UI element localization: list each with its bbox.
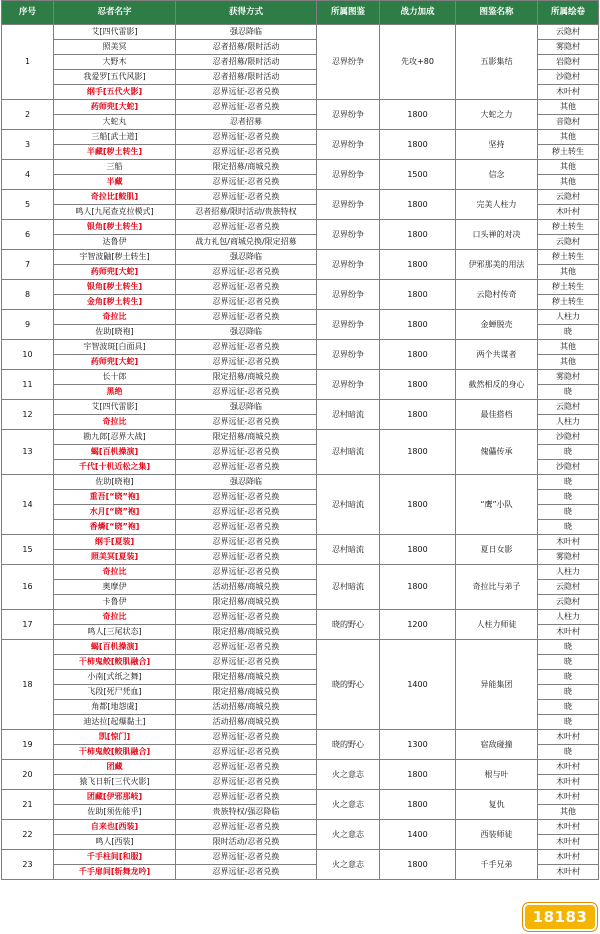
acquire-method: 限定招募/商城兑换 — [176, 685, 317, 700]
ninja-name: 佐助[晓袍] — [54, 475, 176, 490]
acquire-method: 忍界远征-忍者兑换 — [176, 355, 317, 370]
acquire-method: 忍界远征-忍者兑换 — [176, 490, 317, 505]
ninja-name: 艾[四代雷影] — [54, 25, 176, 40]
power-bonus: 1800 — [380, 790, 456, 820]
album-category: 忍村暗流 — [317, 535, 380, 565]
acquire-method: 限定招募/商城兑换 — [176, 670, 317, 685]
acquire-method: 忍界远征-忍者兑换 — [176, 145, 317, 160]
group-number: 15 — [2, 535, 54, 565]
table-row — [2, 535, 599, 550]
album-category: 火之意志 — [317, 760, 380, 790]
album-name: “鹰”小队 — [456, 475, 538, 535]
acquire-method: 忍界远征-忍者兑换 — [176, 265, 317, 280]
scroll-village: 其他 — [538, 265, 599, 280]
scroll-village: 晓 — [538, 715, 599, 730]
album-category: 忍村暗流 — [317, 400, 380, 430]
scroll-village: 木叶村 — [538, 205, 599, 220]
header-album: 所属图鉴 — [317, 1, 380, 25]
ninja-name: 水月[“晓”袍] — [54, 505, 176, 520]
acquire-method: 忍界远征-忍者兑换 — [176, 460, 317, 475]
ninja-name: 重吾[“晓”袍] — [54, 490, 176, 505]
album-category: 忍界纷争 — [317, 340, 380, 370]
power-bonus: 1800 — [380, 370, 456, 400]
scroll-village: 人柱力 — [538, 415, 599, 430]
group-number: 20 — [2, 760, 54, 790]
ninja-name: 三船 — [54, 160, 176, 175]
ninja-name: 奇拉比 — [54, 310, 176, 325]
album-name: 信念 — [456, 160, 538, 190]
power-bonus: 1800 — [380, 130, 456, 160]
ninja-name: 奇拉比 — [54, 565, 176, 580]
header-scroll: 所属绘卷 — [538, 1, 599, 25]
acquire-method: 限定招募/商城兑换 — [176, 430, 317, 445]
ninja-name: 药师兜[大蛇] — [54, 355, 176, 370]
acquire-method: 忍界远征-忍者兑换 — [176, 505, 317, 520]
power-bonus: 1500 — [380, 160, 456, 190]
table-row — [2, 130, 599, 145]
ninja-name: 千手扉间[斩舞龙吟] — [54, 865, 176, 880]
album-category: 忍界纷争 — [317, 280, 380, 310]
watermark-logo — [524, 902, 596, 932]
power-bonus: 1800 — [380, 475, 456, 535]
acquire-method: 忍界远征-忍者兑换 — [176, 610, 317, 625]
scroll-village: 晓 — [538, 640, 599, 655]
album-name: 奇拉比与弟子 — [456, 565, 538, 610]
acquire-method: 忍界远征-忍者兑换 — [176, 535, 317, 550]
header-method: 获得方式 — [176, 1, 317, 25]
scroll-village: 人柱力 — [538, 310, 599, 325]
album-category: 晓的野心 — [317, 610, 380, 640]
power-bonus: 1800 — [380, 430, 456, 475]
power-bonus: 1800 — [380, 760, 456, 790]
scroll-village: 云隐村 — [538, 235, 599, 250]
album-name: 异能集团 — [456, 640, 538, 730]
scroll-village: 其他 — [538, 130, 599, 145]
acquire-method: 忍界远征-忍者兑换 — [176, 310, 317, 325]
scroll-village: 沙隐村 — [538, 70, 599, 85]
header-ninja-name: 忍者名字 — [54, 1, 176, 25]
album-category: 火之意志 — [317, 820, 380, 850]
acquire-method: 忍界远征-忍者兑换 — [176, 520, 317, 535]
power-bonus: 1800 — [380, 280, 456, 310]
album-category: 晓的野心 — [317, 730, 380, 760]
ninja-name: 鸣人[三尾状态] — [54, 625, 176, 640]
acquire-method: 忍界远征-忍者兑换 — [176, 100, 317, 115]
ninja-name: 佐助[晓袍] — [54, 325, 176, 340]
acquire-method: 战力礼包/商城兑换/限定招募 — [176, 235, 317, 250]
ninja-album-table — [1, 0, 599, 880]
ninja-name: 纲手[夏装] — [54, 535, 176, 550]
acquire-method: 忍界远征-忍者兑换 — [176, 760, 317, 775]
group-number: 12 — [2, 400, 54, 430]
table-row — [2, 370, 599, 385]
scroll-village: 晓 — [538, 655, 599, 670]
power-bonus: 1800 — [380, 250, 456, 280]
ninja-name: 凯[惊门] — [54, 730, 176, 745]
acquire-method: 忍界远征-忍者兑换 — [176, 220, 317, 235]
ninja-name: 干柿鬼鲛[鲛肌融合] — [54, 655, 176, 670]
table-row — [2, 340, 599, 355]
scroll-village: 木叶村 — [538, 535, 599, 550]
scroll-village: 其他 — [538, 805, 599, 820]
album-name: 云隐村传奇 — [456, 280, 538, 310]
album-name: 千手兄弟 — [456, 850, 538, 880]
table-row — [2, 760, 599, 775]
group-number: 4 — [2, 160, 54, 190]
acquire-method: 忍界远征-忍者兑换 — [176, 175, 317, 190]
album-name: 夏日女影 — [456, 535, 538, 565]
ninja-name: 艾[四代雷影] — [54, 400, 176, 415]
group-number: 7 — [2, 250, 54, 280]
album-category: 忍界纷争 — [317, 310, 380, 340]
scroll-village: 木叶村 — [538, 85, 599, 100]
header-power: 战力加成 — [380, 1, 456, 25]
album-category: 忍界纷争 — [317, 100, 380, 130]
album-category: 忍界纷争 — [317, 370, 380, 400]
scroll-village: 晓 — [538, 385, 599, 400]
acquire-method: 限定招募/商城兑换 — [176, 370, 317, 385]
scroll-village: 人柱力 — [538, 610, 599, 625]
acquire-method: 忍界远征-忍者兑换 — [176, 550, 317, 565]
ninja-name: 香燐[“晓”袍] — [54, 520, 176, 535]
scroll-village: 木叶村 — [538, 850, 599, 865]
table-row — [2, 850, 599, 865]
group-number: 13 — [2, 430, 54, 475]
album-name: 宿敌碰撞 — [456, 730, 538, 760]
scroll-village: 晓 — [538, 700, 599, 715]
header-no: 序号 — [2, 1, 54, 25]
table-row — [2, 610, 599, 625]
acquire-method: 强忍降临 — [176, 250, 317, 265]
table-row — [2, 475, 599, 490]
group-number: 6 — [2, 220, 54, 250]
table-body — [2, 25, 599, 880]
album-category: 忍界纷争 — [317, 160, 380, 190]
ninja-name: 鸣人[西装] — [54, 835, 176, 850]
ninja-name: 大蛇丸 — [54, 115, 176, 130]
acquire-method: 忍界远征-忍者兑换 — [176, 415, 317, 430]
ninja-name: 奇拉比 — [54, 415, 176, 430]
album-category: 忍村暗流 — [317, 565, 380, 610]
acquire-method: 忍界远征-忍者兑换 — [176, 730, 317, 745]
scroll-village: 岩隐村 — [538, 55, 599, 70]
group-number: 18 — [2, 640, 54, 730]
scroll-village: 木叶村 — [538, 865, 599, 880]
scroll-village: 晓 — [538, 475, 599, 490]
table-row — [2, 25, 599, 40]
acquire-method: 强忍降临 — [176, 400, 317, 415]
scroll-village: 秽土转生 — [538, 295, 599, 310]
acquire-method: 忍界远征-忍者兑换 — [176, 820, 317, 835]
ninja-name: 照美冥 — [54, 40, 176, 55]
album-name: 伊邪那美的用法 — [456, 250, 538, 280]
scroll-village: 雾隐村 — [538, 370, 599, 385]
ninja-name: 干柿鬼鲛[鲛肌融合] — [54, 745, 176, 760]
acquire-method: 强忍降临 — [176, 475, 317, 490]
scroll-village: 雾隐村 — [538, 40, 599, 55]
album-category: 忍界纷争 — [317, 250, 380, 280]
ninja-name: 小南[式纸之舞] — [54, 670, 176, 685]
table-row — [2, 730, 599, 745]
scroll-village: 木叶村 — [538, 625, 599, 640]
group-number: 22 — [2, 820, 54, 850]
table-row — [2, 640, 599, 655]
ninja-name: 鸣人[九尾查克拉模式] — [54, 205, 176, 220]
ninja-name: 三船[武士道] — [54, 130, 176, 145]
ninja-name: 银角[秽土转生] — [54, 280, 176, 295]
group-number: 17 — [2, 610, 54, 640]
ninja-name: 飞段[死尸凭血] — [54, 685, 176, 700]
ninja-name: 千手柱间[和服] — [54, 850, 176, 865]
ninja-name: 银角[秽土转生] — [54, 220, 176, 235]
scroll-village: 晓 — [538, 490, 599, 505]
scroll-village: 木叶村 — [538, 730, 599, 745]
acquire-method: 强忍降临 — [176, 325, 317, 340]
album-name: 人柱力师徒 — [456, 610, 538, 640]
acquire-method: 忍界远征-忍者兑换 — [176, 385, 317, 400]
group-number: 5 — [2, 190, 54, 220]
table-row — [2, 790, 599, 805]
power-bonus: 1800 — [380, 220, 456, 250]
album-category: 火之意志 — [317, 790, 380, 820]
scroll-village: 其他 — [538, 340, 599, 355]
scroll-village: 晓 — [538, 445, 599, 460]
scroll-village: 秽土转生 — [538, 145, 599, 160]
album-category: 晓的野心 — [317, 640, 380, 730]
power-bonus: 1800 — [380, 310, 456, 340]
acquire-method: 忍界远征-忍者兑换 — [176, 280, 317, 295]
ninja-name: 金角[秽土转生] — [54, 295, 176, 310]
acquire-method: 忍界远征-忍者兑换 — [176, 565, 317, 580]
scroll-village: 秽土转生 — [538, 280, 599, 295]
ninja-name: 黑绝 — [54, 385, 176, 400]
ninja-name: 宇智波鼬[秽土转生] — [54, 250, 176, 265]
album-category: 忍界纷争 — [317, 130, 380, 160]
scroll-village: 木叶村 — [538, 790, 599, 805]
scroll-village: 云隐村 — [538, 580, 599, 595]
album-category: 忍村暗流 — [317, 430, 380, 475]
table-row — [2, 220, 599, 235]
album-name: 复仇 — [456, 790, 538, 820]
ninja-name: 奇拉比[鲛肌] — [54, 190, 176, 205]
group-number: 19 — [2, 730, 54, 760]
power-bonus: 1800 — [380, 850, 456, 880]
power-bonus: 1800 — [380, 565, 456, 610]
table-row — [2, 820, 599, 835]
scroll-village: 晓 — [538, 685, 599, 700]
scroll-village: 其他 — [538, 160, 599, 175]
scroll-village: 木叶村 — [538, 775, 599, 790]
scroll-village: 木叶村 — [538, 835, 599, 850]
watermark-text: 18183 — [523, 903, 598, 931]
scroll-village: 音隐村 — [538, 115, 599, 130]
ninja-name: 奥摩伊 — [54, 580, 176, 595]
table-row — [2, 160, 599, 175]
group-number: 14 — [2, 475, 54, 535]
table-row — [2, 400, 599, 415]
ninja-name: 药师兜[大蛇] — [54, 265, 176, 280]
acquire-method: 忍界远征-忍者兑换 — [176, 85, 317, 100]
scroll-village: 木叶村 — [538, 760, 599, 775]
acquire-method: 限定招募/商城兑换 — [176, 595, 317, 610]
ninja-name: 卡鲁伊 — [54, 595, 176, 610]
group-number: 1 — [2, 25, 54, 100]
power-bonus: 1800 — [380, 190, 456, 220]
ninja-name: 半藏[秽土转生] — [54, 145, 176, 160]
group-number: 10 — [2, 340, 54, 370]
scroll-village: 沙隐村 — [538, 460, 599, 475]
album-name: 截然相反的身心 — [456, 370, 538, 400]
scroll-village: 云隐村 — [538, 595, 599, 610]
acquire-method: 忍者招募/限时活动 — [176, 55, 317, 70]
ninja-name: 佐助[须佐能乎] — [54, 805, 176, 820]
ninja-name: 半藏 — [54, 175, 176, 190]
group-number: 2 — [2, 100, 54, 130]
acquire-method: 忍界远征-忍者兑换 — [176, 865, 317, 880]
ninja-name: 大野木 — [54, 55, 176, 70]
acquire-method: 忍者招募 — [176, 115, 317, 130]
ninja-name: 角都[地怨虞] — [54, 700, 176, 715]
ninja-name: 团藏[伊邪那岐] — [54, 790, 176, 805]
album-category: 忍界纷争 — [317, 190, 380, 220]
scroll-village: 晓 — [538, 505, 599, 520]
power-bonus: 1200 — [380, 610, 456, 640]
album-category: 忍界纷争 — [317, 25, 380, 100]
group-number: 23 — [2, 850, 54, 880]
acquire-method: 活动招募/商城兑换 — [176, 700, 317, 715]
ninja-name: 药师兜[大蛇] — [54, 100, 176, 115]
acquire-method: 强忍降临 — [176, 25, 317, 40]
ninja-name: 蝎[百机操演] — [54, 640, 176, 655]
album-name: 西装师徒 — [456, 820, 538, 850]
scroll-village: 其他 — [538, 175, 599, 190]
scroll-village: 沙隐村 — [538, 430, 599, 445]
acquire-method: 忍者招募/限时活动/贵族特权 — [176, 205, 317, 220]
album-name: 口头禅的对决 — [456, 220, 538, 250]
acquire-method: 忍者招募/限时活动 — [176, 40, 317, 55]
header-album-name: 图鉴名称 — [456, 1, 538, 25]
scroll-village: 晓 — [538, 325, 599, 340]
ninja-name: 蝎[百机操演] — [54, 445, 176, 460]
album-name: 五影集结 — [456, 25, 538, 100]
ninja-name: 纲手[五代火影] — [54, 85, 176, 100]
acquire-method: 限时活动/忍者兑换 — [176, 835, 317, 850]
scroll-village: 云隐村 — [538, 190, 599, 205]
scroll-village: 人柱力 — [538, 565, 599, 580]
acquire-method: 忍界远征-忍者兑换 — [176, 295, 317, 310]
scroll-village: 雾隐村 — [538, 550, 599, 565]
scroll-village: 云隐村 — [538, 400, 599, 415]
acquire-method: 忍界远征-忍者兑换 — [176, 745, 317, 760]
album-name: 坚持 — [456, 130, 538, 160]
album-name: 完美人柱力 — [456, 190, 538, 220]
acquire-method: 忍界远征-忍者兑换 — [176, 640, 317, 655]
ninja-name: 自来也[西装] — [54, 820, 176, 835]
table-row — [2, 250, 599, 265]
ninja-name: 宇智波斑[白面具] — [54, 340, 176, 355]
acquire-method: 贵族特权/强忍降临 — [176, 805, 317, 820]
ninja-name: 达鲁伊 — [54, 235, 176, 250]
acquire-method: 忍者招募/限时活动 — [176, 70, 317, 85]
album-name: 傀儡传承 — [456, 430, 538, 475]
table-header-row — [2, 1, 599, 25]
group-number: 11 — [2, 370, 54, 400]
power-bonus: 1800 — [380, 535, 456, 565]
power-bonus: 1400 — [380, 820, 456, 850]
scroll-village: 晓 — [538, 745, 599, 760]
album-name: 最佳搭档 — [456, 400, 538, 430]
ninja-name: 团藏 — [54, 760, 176, 775]
album-name: 两个共谋者 — [456, 340, 538, 370]
ninja-name: 照美冥[夏装] — [54, 550, 176, 565]
group-number: 3 — [2, 130, 54, 160]
scroll-village: 其他 — [538, 355, 599, 370]
table-row — [2, 310, 599, 325]
acquire-method: 忍界远征-忍者兑换 — [176, 445, 317, 460]
acquire-method: 忍界远征-忍者兑换 — [176, 850, 317, 865]
power-bonus: 1800 — [380, 340, 456, 370]
power-bonus: 1300 — [380, 730, 456, 760]
group-number: 21 — [2, 790, 54, 820]
acquire-method: 活动招募/商城兑换 — [176, 715, 317, 730]
group-number: 8 — [2, 280, 54, 310]
album-category: 火之意志 — [317, 850, 380, 880]
acquire-method: 忍界远征-忍者兑换 — [176, 775, 317, 790]
scroll-village: 其他 — [538, 100, 599, 115]
group-number: 16 — [2, 565, 54, 610]
acquire-method: 忍界远征-忍者兑换 — [176, 655, 317, 670]
ninja-name: 长十郎 — [54, 370, 176, 385]
album-name: 金蝉脱壳 — [456, 310, 538, 340]
acquire-method: 忍界远征-忍者兑换 — [176, 190, 317, 205]
ninja-name: 猿飞日斩[三代火影] — [54, 775, 176, 790]
scroll-village: 木叶村 — [538, 820, 599, 835]
table-row — [2, 190, 599, 205]
scroll-village: 云隐村 — [538, 25, 599, 40]
acquire-method: 忍界远征-忍者兑换 — [176, 790, 317, 805]
album-category: 忍村暗流 — [317, 475, 380, 535]
ninja-name: 奇拉比 — [54, 610, 176, 625]
ninja-name: 勘九郎[忍界大战] — [54, 430, 176, 445]
table-row — [2, 430, 599, 445]
acquire-method: 活动招募/商城兑换 — [176, 580, 317, 595]
scroll-village: 秽土转生 — [538, 220, 599, 235]
acquire-method: 忍界远征-忍者兑换 — [176, 340, 317, 355]
acquire-method: 限定招募/商城兑换 — [176, 625, 317, 640]
ninja-name: 迪达拉[起爆黏土] — [54, 715, 176, 730]
album-name: 根与叶 — [456, 760, 538, 790]
album-name: 大蛇之力 — [456, 100, 538, 130]
scroll-village: 秽土转生 — [538, 250, 599, 265]
scroll-village: 晓 — [538, 670, 599, 685]
ninja-name: 我爱罗[五代风影] — [54, 70, 176, 85]
acquire-method: 忍界远征-忍者兑换 — [176, 130, 317, 145]
table-row — [2, 280, 599, 295]
group-number: 9 — [2, 310, 54, 340]
table-row — [2, 565, 599, 580]
power-bonus: 1400 — [380, 640, 456, 730]
ninja-name: 千代[十机近松之集] — [54, 460, 176, 475]
table-row — [2, 100, 599, 115]
acquire-method: 限定招募/商城兑换 — [176, 160, 317, 175]
scroll-village: 晓 — [538, 520, 599, 535]
power-bonus: 先攻+80 — [380, 25, 456, 100]
album-category: 忍界纷争 — [317, 220, 380, 250]
power-bonus: 1800 — [380, 400, 456, 430]
power-bonus: 1800 — [380, 100, 456, 130]
